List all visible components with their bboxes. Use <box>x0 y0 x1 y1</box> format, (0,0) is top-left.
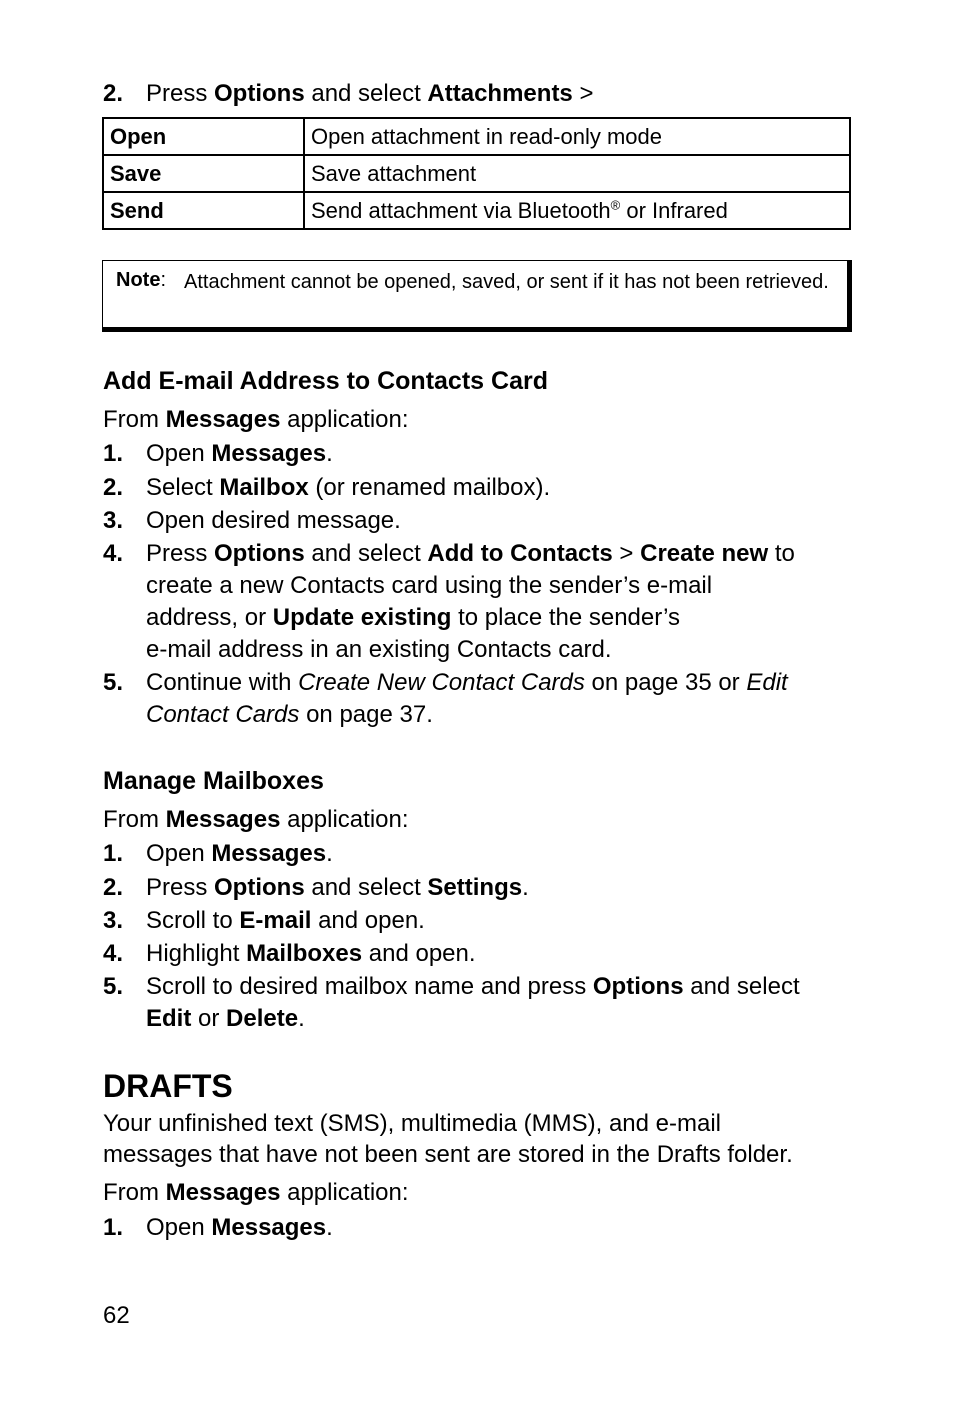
from-line: From Messages application: <box>103 406 409 433</box>
step-text: Scroll to desired mailbox name and press Options and select <box>146 973 800 1000</box>
step-text: Contact Cards on page 37. <box>146 701 433 728</box>
step-text: Open Messages. <box>146 440 333 467</box>
option-desc: Open attachment in read-only mode <box>304 118 850 155</box>
step-text: Open desired message. <box>146 507 401 534</box>
step-number: 3. <box>103 507 124 534</box>
step-number: 2. <box>103 80 124 107</box>
step-text: Open Messages. <box>146 1214 333 1241</box>
table-row <box>103 118 850 155</box>
step-number: 1. <box>103 440 124 467</box>
step-text: Highlight Mailboxes and open. <box>146 940 476 967</box>
step-number: 3. <box>103 907 124 934</box>
step-number: 4. <box>103 540 124 567</box>
step-text: Scroll to E-mail and open. <box>146 907 425 934</box>
step-number: 1. <box>103 840 124 867</box>
from-line: From Messages application: <box>103 1179 409 1206</box>
option-key: Save <box>103 155 304 192</box>
section-heading: Add E-mail Address to Contacts Card <box>103 367 548 395</box>
table-row <box>103 155 850 192</box>
section-heading: Manage Mailboxes <box>103 767 324 795</box>
option-key: Send <box>103 192 304 229</box>
step-text: Continue with Create New Contact Cards on page 35 or Edit <box>146 669 788 696</box>
step-text: Press Options and select Add to Contacts > Create new to <box>146 540 795 567</box>
step-number: 2. <box>103 474 124 501</box>
step-text: Press Options and select Settings. <box>146 874 529 901</box>
step-text: Select Mailbox (or renamed mailbox). <box>146 474 551 501</box>
option-desc: Send attachment via Bluetooth® or Infrared <box>304 192 850 229</box>
step-text: Edit or Delete. <box>146 1005 305 1032</box>
note-text: Attachment cannot be opened, saved, or sent if it has not been retrieved. <box>184 271 829 293</box>
note-label: Note: <box>116 269 167 291</box>
step-number: 4. <box>103 940 124 967</box>
paragraph: Your unfinished text (SMS), multimedia (MMS), and e-mail <box>103 1110 721 1137</box>
table-row <box>103 192 850 229</box>
step-text: create a new Contacts card using the sender’s e-mail <box>146 572 713 599</box>
paragraph: messages that have not been sent are stored in the Drafts folder. <box>103 1141 793 1168</box>
step-number: 2. <box>103 874 124 901</box>
step-text: e-mail address in an existing Contacts card. <box>146 636 612 663</box>
step-number: 5. <box>103 973 124 1000</box>
attachment-options-table <box>102 117 851 230</box>
from-line: From Messages application: <box>103 806 409 833</box>
chapter-heading: DRAFTS <box>103 1068 233 1104</box>
step-number: 1. <box>103 1214 124 1241</box>
step-number: 5. <box>103 669 124 696</box>
step-text: Press Options and select Attachments > <box>146 80 594 107</box>
option-desc: Save attachment <box>304 155 850 192</box>
step-text: address, or Update existing to place the sender’s <box>146 604 681 631</box>
page-number: 62 <box>103 1302 130 1329</box>
option-key: Open <box>103 118 304 155</box>
step-text: Open Messages. <box>146 840 333 867</box>
note-box <box>102 260 852 332</box>
